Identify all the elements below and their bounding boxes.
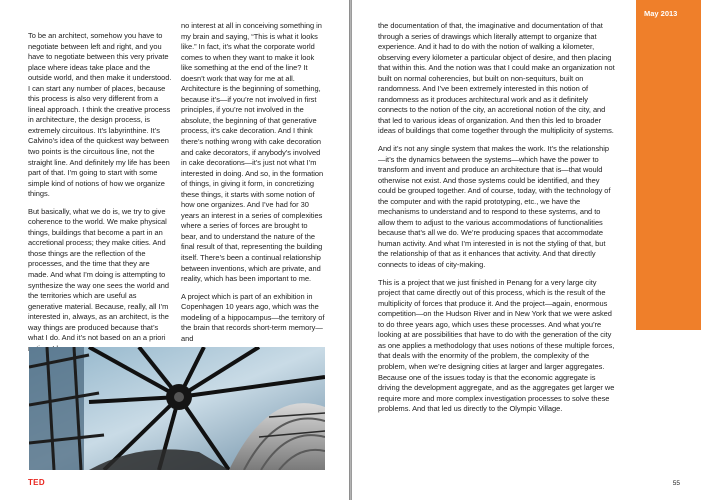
left-page [0, 0, 349, 500]
ted-logo: TED [28, 478, 45, 487]
paragraph: To be an architect, somehow you have to negotiate between left and right, and you have to negotiate between this very private place where ideas take place and the outside world, and then make it understood. I can start any number of places, because this process is also very different from a lineal approach. I think the creative process in architecture, the design process, is extremely circuitous. It’s labyrinthine. It’s Calvino’s idea of the quickest way between two points is the circuitous line, not the straight line. And definitely my life has been part of that. I’m going to start with some simple kind of notions of how we organize things. [28, 31, 172, 199]
issue-tab [636, 0, 701, 330]
paragraph: And it’s not any single system that makes the work. It’s the relationship—it’s the dynamics between the systems—which have the power to transform and invent and produce an architecture that is—that would otherwise not exist. And those systems could be identified, and they could be grouped together. And of course, today, with the technology of the computer and with the rapid prototyping, etc., we have the mechanisms to understand and to respond to these systems, and to allow them to adjust to the various accommodations of functionalities because that’s all we do. We’re producing spaces that accommodate human activity. And what I’m interested in is not the styling of that, but the relationship of that as it enhances that activity. And that directly connects to ideas of city-making. [378, 144, 611, 270]
paragraph: But basically, what we do is, we try to give coherence to the world. We make physical things, buildings that become a part in an accretional process; they make cities. And those things are the reflection of the processes, and the time that they are made. And what I’m doing is attempting to synthesize the way one sees the world and the territories which are useful as generative material. Because, really, all I’m interested in, always, as an architect, is the way things are produced because that’s what I do. And it’s not based on an a priori [28, 206, 169, 343]
left-column-2 [181, 21, 325, 351]
issue-date-label: May 2013 [644, 9, 678, 18]
architecture-photo [29, 347, 325, 470]
page-number: 55 [672, 480, 680, 487]
architecture-photo-illustration [29, 347, 325, 470]
right-column [378, 21, 616, 422]
paragraph: This is a project that we just finished in Penang for a very large city project that came directly out of this process, which is the result of the multiplicity of forces that produce it. And the project—again, enormous competition—on the Hudson River and in New York that we were asked to do three years ago, which uses these processes. And what you’re looking at are possibilities that have to do with the generation of the city as one applies a methodology that uses notions of these multiple forces, that deals with the enormity of the problem, the complexity of the problem, when we’re designing cities at larger and larger aggregates. Because one of the issues today is that the economic aggregate is driving the development aggregate, and as the aggregates get larger we require more and more complex investigation processes to solve these problems. And that led us directly to the Olympic Village. [378, 277, 615, 414]
paragraph: the documentation of that, the imaginative and documentation of that through a series of drawings which literally attempt to organize that experience. And it had to do with the notion of walking a kilometer, observing every kilometer a particular object of desire, and then placing that within this. And the notion was that I could make an organization not built on normal coherencies, but built on non-sequiturs, built on randomness. And I’ve been extremely interested in this notion of randomness as it produces architectural work and as it definitely connects to the notion of the city, an accretional notion of the city, and that led to various ideas of organization. And then this led to broader ideas of buildings that come together through the multiplicity of systems. [378, 21, 615, 136]
paragraph: no interest at all in conceiving something in my brain and saying, “This is what it looks like.” In fact, it’s what the corporate world comes to when they want to make it look like something at the end of the line? It doesn’t work that way for me at all. Architecture is the beginning of something, because it’s—if you’re not involved in first principles, if you’re not involved in the absolute, the beginning of that generative process, it’s cake decoration. And I think there’s nothing wrong with cake decoration and cake decorators, if anybody’s involved in cake decorations—it’s just not what I’m interested in doing. And so, in the formation of things, in giving it form, in concretizing these things, it starts with some notion of how one organizes. And I’ve had for 30 years an interest in a series of complexities where a series of forces are brought to bear, and to understand the nature of the final result of that, representing the building itself. There’s been a continual relationship between inventions, which are private, and reality, which has been important to me. [181, 21, 324, 284]
left-column-1 [28, 31, 172, 361]
right-page [352, 0, 701, 500]
paragraph: A project which is part of an exhibition in Copenhagen 10 years ago, which was the modeling of a hippocampus—the territory of the brain that records short-term memory—and [181, 291, 325, 343]
